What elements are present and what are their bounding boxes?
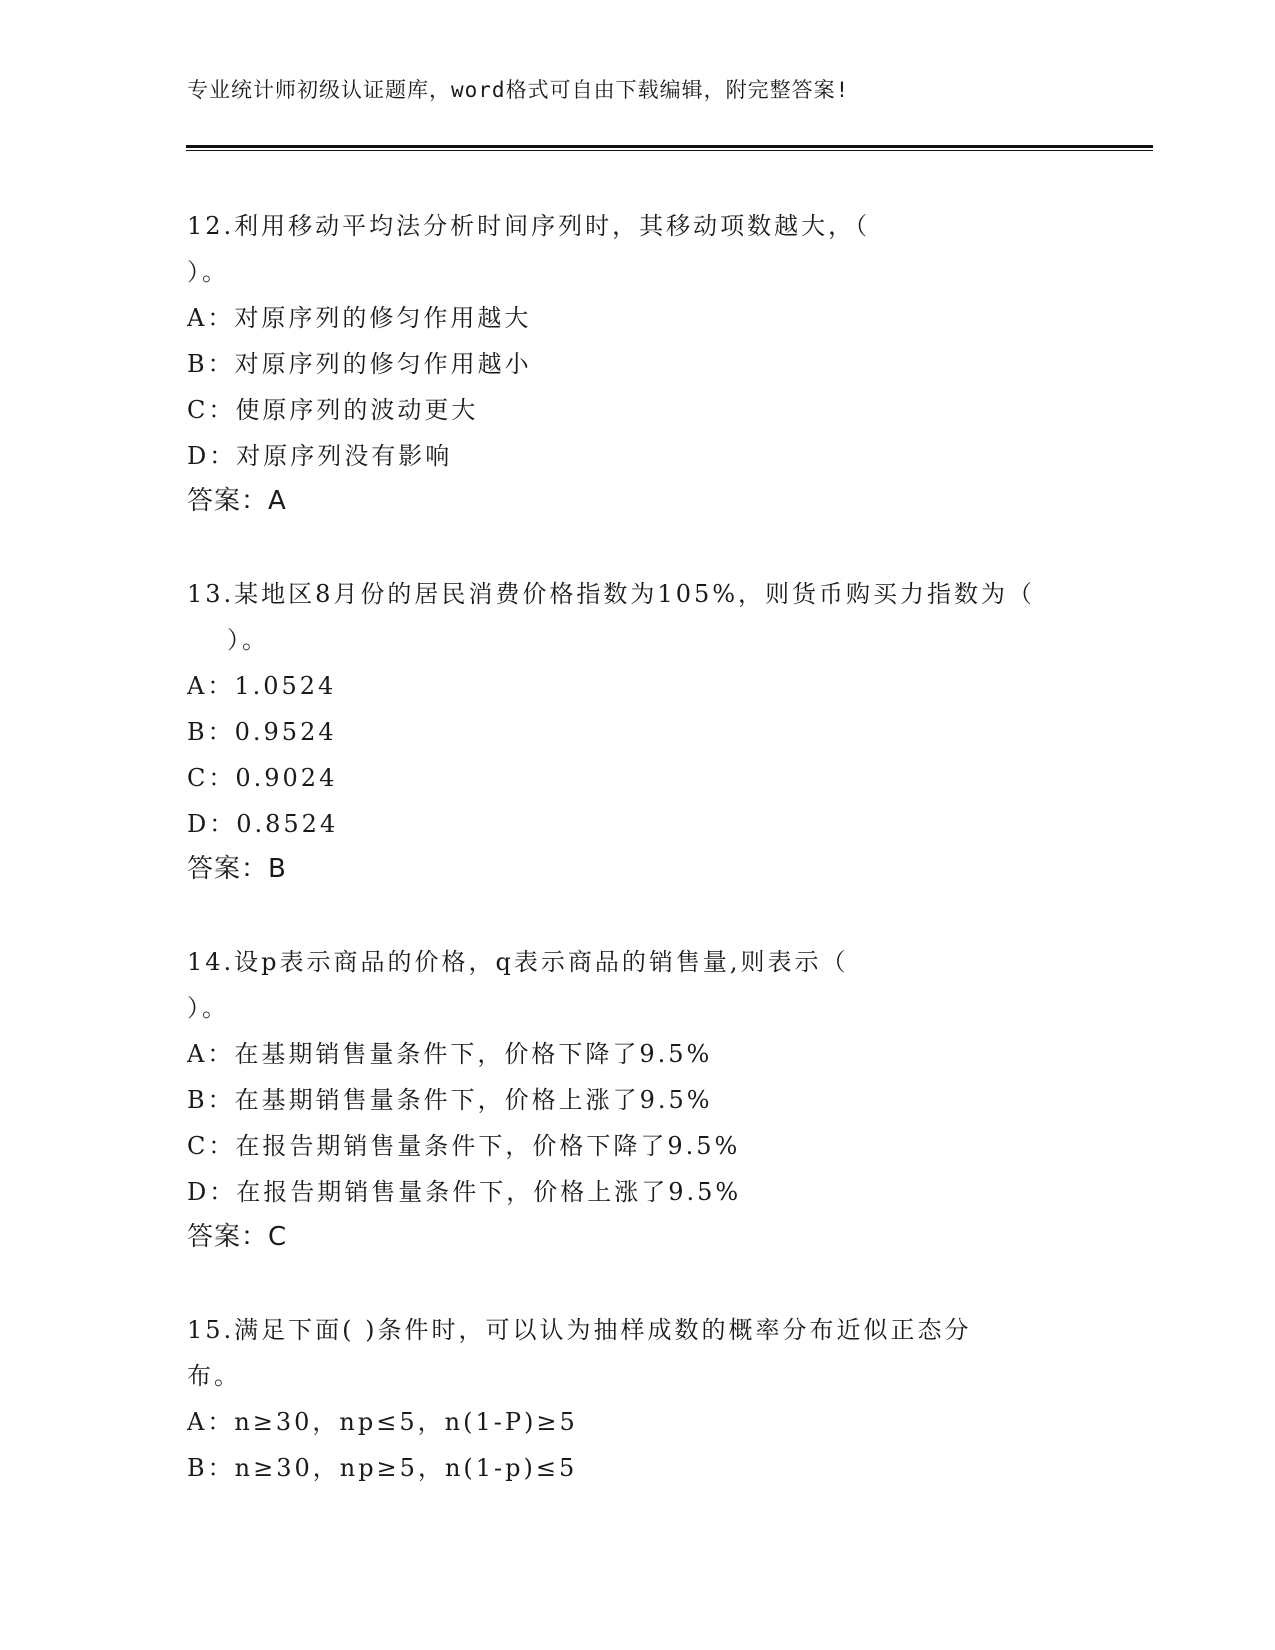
option-c: C：0.9024 <box>187 764 338 792</box>
answer-label: 答案：B <box>187 854 287 884</box>
header-rule-thick <box>186 145 1153 148</box>
question-14 <box>187 939 1087 1259</box>
option-a: A：1.0524 <box>187 672 337 700</box>
question-stem: 13.某地区8月份的居民消费价格指数为105%，则货币购买力指数为（ <box>187 580 1036 608</box>
header-rule-thin <box>186 150 1153 151</box>
question-stem-continuation: 布。 <box>187 1362 241 1390</box>
question-12 <box>187 203 1087 523</box>
question-stem: 15.满足下面( )条件时，可以认为抽样成数的概率分布近似正态分 <box>187 1316 972 1344</box>
question-15 <box>187 1307 1087 1491</box>
question-list <box>187 203 1087 1539</box>
option-d: D：0.8524 <box>187 810 339 838</box>
question-stem: 14.设p表示商品的价格，q表示商品的销售量,则表示（ <box>187 948 849 976</box>
option-b: B：n≥30，np≥5，n(1-p)≤5 <box>187 1454 578 1482</box>
question-stem-continuation: ）。 <box>187 994 229 1022</box>
option-b: B：对原序列的修匀作用越小 <box>187 350 532 378</box>
question-stem-continuation: ）。 <box>187 258 229 286</box>
option-c: C：使原序列的波动更大 <box>187 396 479 424</box>
option-b: B：0.9524 <box>187 718 337 746</box>
option-d: D：对原序列没有影响 <box>187 442 453 470</box>
option-d: D：在报告期销售量条件下，价格上涨了9.5% <box>187 1178 742 1206</box>
answer-label: 答案：A <box>187 486 287 516</box>
option-c: C：在报告期销售量条件下，价格下降了9.5% <box>187 1132 741 1160</box>
answer-label: 答案：C <box>187 1222 288 1252</box>
question-stem: 12.利用移动平均法分析时间序列时，其移动项数越大，（ <box>187 212 871 240</box>
question-13 <box>187 571 1087 891</box>
option-a: A：在基期销售量条件下，价格下降了9.5% <box>187 1040 713 1068</box>
option-a: A：n≥30，np≤5，n(1-P)≥5 <box>187 1408 578 1436</box>
page-header: 专业统计师初级认证题库，word格式可自由下载编辑，附完整答案! <box>187 78 850 102</box>
option-b: B：在基期销售量条件下，价格上涨了9.5% <box>187 1086 713 1114</box>
option-a: A：对原序列的修匀作用越大 <box>187 304 532 332</box>
question-stem-continuation: ）。 <box>227 626 269 654</box>
